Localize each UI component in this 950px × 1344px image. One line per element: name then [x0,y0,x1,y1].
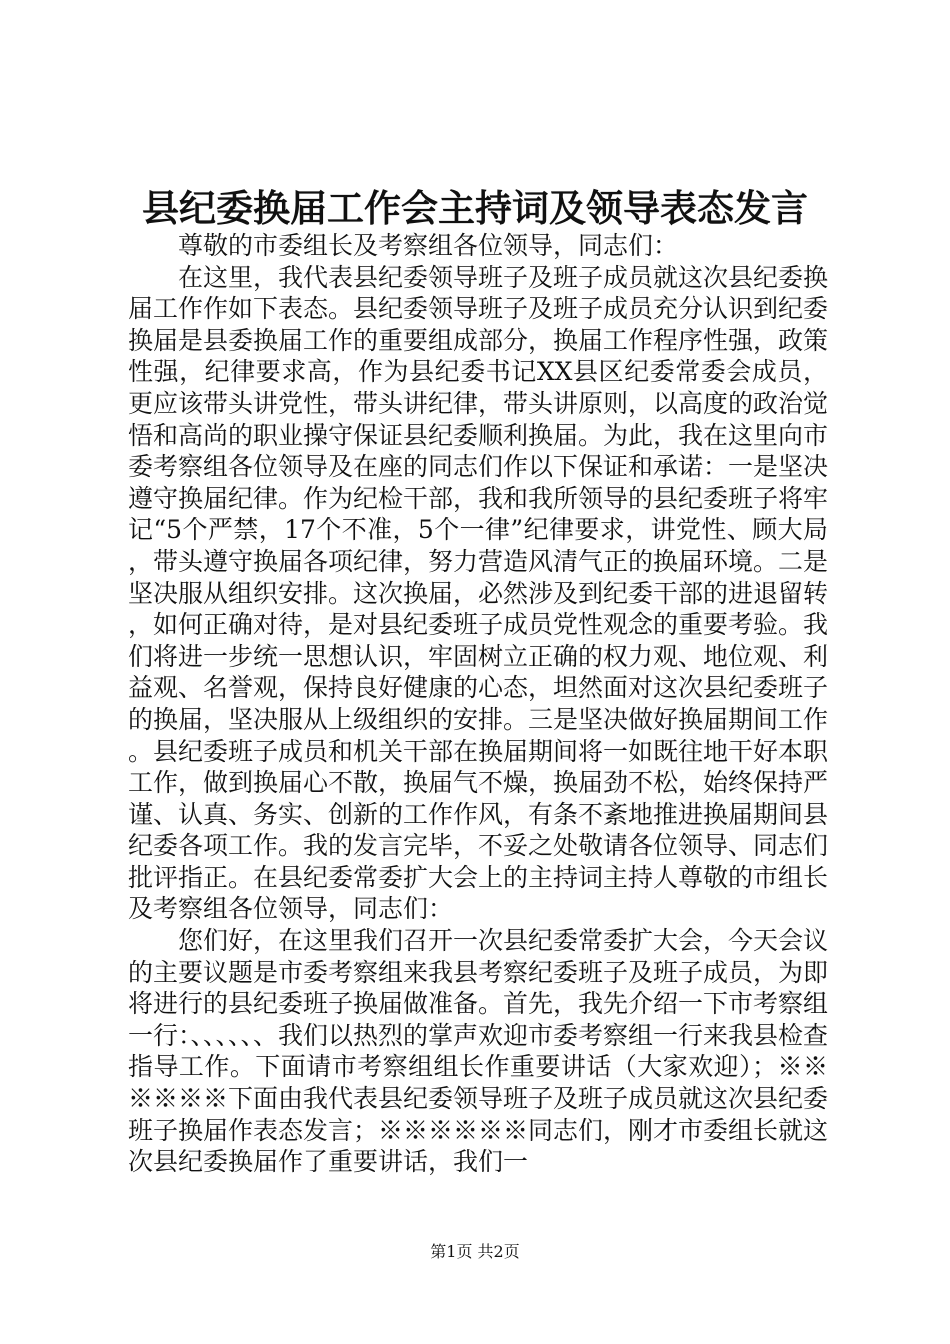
page-number-footer: 第1页 共2页 [430,1242,520,1261]
salutation-paragraph: 尊敬的市委组长及考察组各位领导，同志们： [178,231,679,260]
document-body [128,230,828,1178]
host-script-paragraph: 您们好，在这里我们召开一次县纪委常委扩大会，今天会议的主要议题是市委考察组来我县考察纪委班子及班子成员，为即将进行的县纪委班子换届做准备。首先，我先介绍一下市考察组一行：、、、、、、我们以热烈的掌声欢迎市委考察组一行来我县检查指导工作。下面请市考察组组长作重要讲话（大家欢迎）；※※※※※※下面由我代表县纪委领导班子及班子成员就这次县纪委班子换届作表态发言；※※※※※※同志们，刚才市委组长就这次县纪委换届作了重要讲话，我们一 [128,926,829,1177]
document-title: 县纪委换届工作会主持词及领导表态发言 [142,186,808,230]
statement-paragraph: 在这里，我代表县纪委领导班子及班子成员就这次县纪委换届工作作如下表态。县纪委领导班子及班子成员充分认识到纪委换届是县委换届工作的重要组成部分，换届工作程序性强，政策性强，纪律要求高，作为县纪委书记XX县区纪委常委会成员，更应该带头讲党性，带头讲纪律，带头讲原则，以高度的政治觉悟和高尚的职业操守保证县纪委顺利换届。为此，我在这里向市委考察组各位领导及在座的同志们作以下保证和承诺：一是坚决遵守换届纪律。作为纪检干部，我和我所领导的县纪委班子将牢记“5个严禁，17个不准，5个一律”纪律要求，讲党性、顾大局，带头遵守换届各项纪律，努力营造风清气正的换届环境。二是坚决服从组织安排。这次换届，必然涉及到纪委干部的进退留转，如何正确对待，是对县纪委班子成员党性观念的重要考验。我们将进一步统一思想认识，牢固树立正确的权力观、地位观、利益观、名誉观，保持良好健康的心态，坦然面对这次县纪委班子的换届，坚决服从上级组织的安排。三是坚决做好换届期间工作。县纪委班子成员和机关干部在换届期间将一如既往地干好本职工作，做到换届心不散，换届气不燥，换届劲不松，始终保持严谨、认真、务实、创新的工作作风，有条不紊地推进换届期间县纪委各项工作。我的发言完毕，不妥之处敬请各位领导、同志们批评指正。在县纪委常委扩大会上的主持词主持人尊敬的市组长及考察组各位领导，同志们： [128,262,829,924]
